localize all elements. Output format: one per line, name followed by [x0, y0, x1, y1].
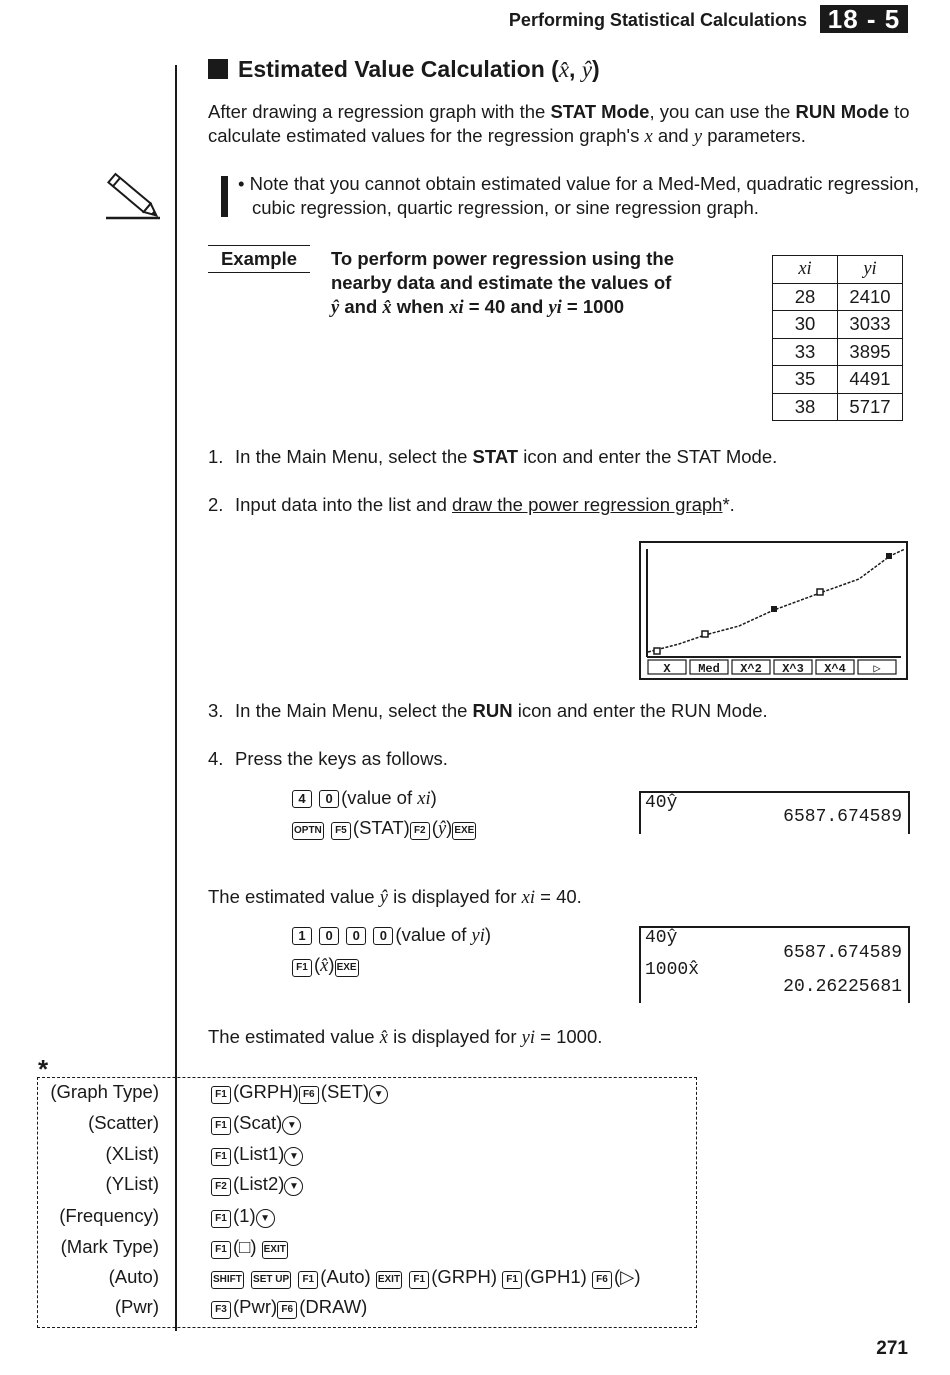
pencil-icon: [100, 170, 164, 222]
cursor-down-icon[interactable]: ▼: [369, 1085, 388, 1104]
key-exe[interactable]: EXE: [452, 822, 476, 840]
key-0[interactable]: 0: [346, 927, 366, 945]
proc-keys: F1 (Scat) ▼: [211, 1112, 303, 1135]
table-header-row: [773, 256, 903, 284]
heading-y-hat: ŷ: [581, 57, 593, 82]
key-setup[interactable]: SET UP: [251, 1271, 291, 1289]
heading-text: Estimated Value Calculation (: [238, 56, 559, 82]
table-cell: 30: [773, 311, 838, 339]
table-row: [773, 366, 903, 394]
key-f1[interactable]: F1: [211, 1210, 231, 1228]
proc-label: (Auto): [108, 1266, 159, 1287]
heading-comma: ,: [569, 56, 582, 82]
data-point: [654, 648, 660, 654]
cursor-down-icon[interactable]: ▼: [256, 1209, 275, 1228]
estimate-x-text: The estimated value x̂ is displayed for yi = 1000.: [208, 1026, 603, 1048]
table-row: [773, 338, 903, 366]
step-1: 1. In the Main Menu, select the STAT icon and enter the STAT Mode.: [208, 446, 778, 467]
step-2: 2. Input data into the list and draw the power regression graph*.: [208, 494, 735, 515]
proc-label: (Graph Type): [50, 1081, 159, 1102]
table-cell: 35: [773, 366, 838, 394]
proc-keys: SHIFT SET UP F1 (Auto) EXIT F1 (GRPH) F1 (GPH1) F6 (▷): [213, 1266, 641, 1287]
graph-menu-x2[interactable]: X^2: [740, 662, 762, 676]
proc-keys: F1 (□) EXIT: [211, 1236, 290, 1259]
table-header-xi: xi: [773, 256, 838, 284]
note-text: • Note that you cannot obtain estimated value for a Med-Med, quadratic regression, cubic regression, quartic regression, or sine regression graph.: [238, 173, 920, 218]
key-0[interactable]: 0: [319, 927, 339, 945]
proc-keys: F1 (List1) ▼: [211, 1143, 305, 1166]
example-text: To perform power regression using the nearby data and estimate the values of ŷ and x̂ when xi = 40 and yi = 1000: [331, 248, 674, 318]
graph-menu-next[interactable]: ▷: [873, 662, 881, 676]
key-0[interactable]: 0: [373, 927, 393, 945]
key-f1[interactable]: F1: [211, 1241, 231, 1259]
table-cell: 4491: [838, 366, 903, 394]
intro-paragraph: After drawing a regression graph with the STAT Mode, you can use the RUN Mode to calculate estimated values for the regression graph's x and y parameters.: [208, 101, 910, 147]
data-point: [771, 606, 777, 612]
cursor-down-icon[interactable]: ▼: [284, 1177, 303, 1196]
key-f6[interactable]: F6: [592, 1271, 612, 1289]
data-point: [817, 589, 823, 595]
example-label: Example: [208, 245, 310, 273]
section-title: Performing Statistical Calculations: [508, 10, 807, 30]
square-bullet-icon: [208, 59, 228, 79]
table-cell: 3033: [838, 311, 903, 339]
table-cell: 38: [773, 393, 838, 421]
cursor-down-icon[interactable]: ▼: [282, 1116, 301, 1135]
key-exe[interactable]: EXE: [335, 959, 359, 977]
key-f1[interactable]: F1: [409, 1271, 429, 1289]
key-f3[interactable]: F3: [211, 1301, 231, 1319]
key-f1[interactable]: F1: [211, 1086, 231, 1104]
screen-result: 6587.674589: [783, 807, 902, 827]
screen-input: 40ŷ: [645, 928, 678, 948]
key-exit[interactable]: EXIT: [262, 1241, 288, 1259]
key-f1[interactable]: F1: [211, 1148, 231, 1166]
screen-result: 20.26225681: [783, 977, 902, 997]
graph-menu-med[interactable]: Med: [698, 662, 720, 676]
proc-label: (Pwr): [114, 1296, 159, 1317]
page-number: 271: [876, 1338, 908, 1359]
key-shift[interactable]: SHIFT: [211, 1271, 244, 1289]
key-sequence-2a: 1 0 0 0 (value of yi): [292, 924, 491, 947]
graph-menu-x[interactable]: X: [663, 662, 671, 676]
key-f1[interactable]: F1: [502, 1271, 522, 1289]
table-cell: 5717: [838, 393, 903, 421]
key-f1[interactable]: F1: [298, 1271, 318, 1289]
chapter-badge: 18 - 5: [820, 5, 908, 33]
table-row: [773, 393, 903, 421]
cursor-down-icon[interactable]: ▼: [284, 1147, 303, 1166]
table-cell: 2410: [838, 283, 903, 311]
proc-label: (YList): [105, 1173, 159, 1194]
calculator-screen-2: [639, 926, 910, 1003]
table-cell: 3895: [838, 338, 903, 366]
note-bar: [221, 176, 228, 217]
heading-close: ): [592, 56, 600, 82]
key-sequence-1a: 4 0 (value of xi): [292, 787, 437, 810]
footnote-asterisk: *: [38, 1054, 49, 1084]
key-f2[interactable]: F2: [410, 822, 430, 840]
key-f6[interactable]: F6: [277, 1301, 297, 1319]
proc-keys: F3 (Pwr) F6 (DRAW): [211, 1296, 367, 1319]
regression-graph-screen: [639, 541, 908, 680]
step-4: 4. Press the keys as follows.: [208, 748, 448, 769]
table-cell: 33: [773, 338, 838, 366]
proc-keys: F1 (1) ▼: [211, 1205, 277, 1228]
data-point: [886, 553, 892, 559]
heading-x-hat: x̂: [558, 57, 570, 82]
table-cell: 28: [773, 283, 838, 311]
key-4[interactable]: 4: [292, 790, 312, 808]
table-row: [773, 311, 903, 339]
key-0[interactable]: 0: [319, 790, 339, 808]
regression-link[interactable]: draw the power regression graph: [452, 494, 723, 515]
estimate-y-text: The estimated value ŷ is displayed for xi = 40.: [208, 886, 582, 908]
graph-menu-x4[interactable]: X^4: [824, 662, 846, 676]
proc-label: (XList): [105, 1143, 159, 1164]
screen-input: 40ŷ: [645, 793, 678, 813]
key-f1[interactable]: F1: [292, 959, 312, 977]
key-sequence-2b: F1 (x̂) EXE: [292, 954, 361, 977]
table-row: [773, 283, 903, 311]
proc-label: (Mark Type): [60, 1236, 159, 1257]
key-1[interactable]: 1: [292, 927, 312, 945]
proc-label: (Scatter): [88, 1112, 159, 1133]
page-heading: [208, 56, 600, 83]
key-f5[interactable]: F5: [331, 822, 351, 840]
screen-input: 1000x̂: [645, 960, 700, 980]
key-f2[interactable]: F2: [211, 1178, 231, 1196]
proc-keys: F1 (GRPH) F6 (SET) ▼: [211, 1081, 390, 1104]
key-f1[interactable]: F1: [211, 1117, 231, 1135]
calculator-screen-1: [639, 791, 910, 834]
graph-menu-x3[interactable]: X^3: [782, 662, 804, 676]
table-header-yi: yi: [838, 256, 903, 284]
key-exit[interactable]: EXIT: [376, 1271, 402, 1289]
proc-keys: F2 (List2) ▼: [211, 1173, 305, 1196]
key-f6[interactable]: F6: [299, 1086, 319, 1104]
proc-label: (Frequency): [59, 1205, 159, 1226]
data-table: [772, 255, 903, 421]
screen-result: 6587.674589: [783, 943, 902, 963]
step-3: 3. In the Main Menu, select the RUN icon and enter the RUN Mode.: [208, 700, 768, 721]
key-sequence-1b: OPTN F5 (STAT) F2 (ŷ) EXE: [294, 817, 475, 839]
data-point: [702, 631, 708, 637]
key-optn[interactable]: OPTN: [292, 822, 324, 840]
